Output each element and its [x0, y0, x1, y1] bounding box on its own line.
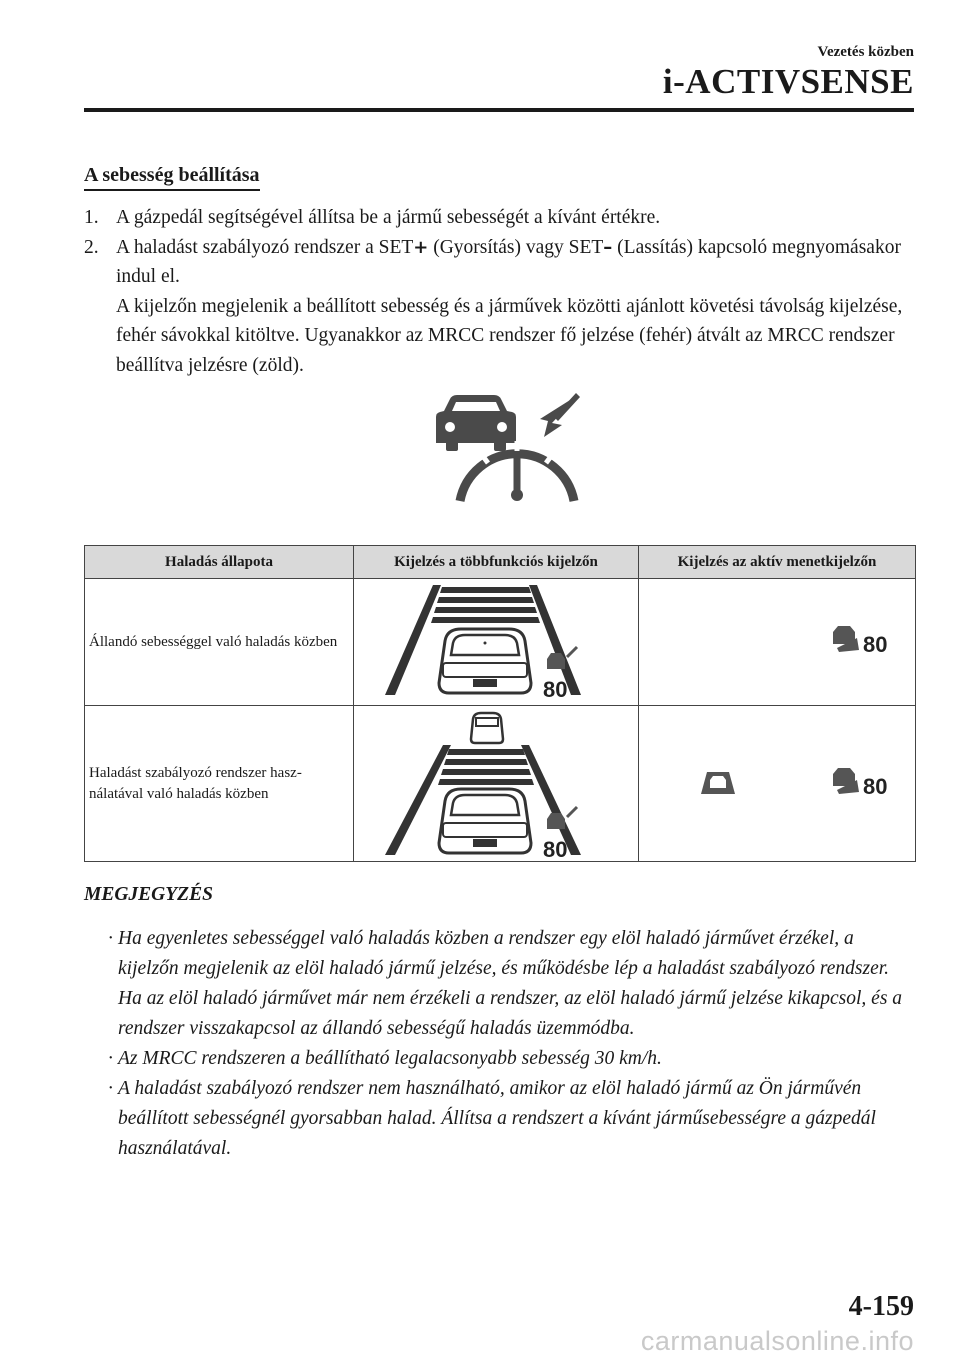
- note-text: Ha egyenletes sebességgel való haladás közben a rendszer egy elöl haladó járművet érzékel, a kijelzőn megjelenik az elöl haladó jármű jelzése, és működésbe lép a haladást szabályozó rendszer. Ha az elöl haladó járművet már nem érzékeli a rendszer, az elöl haladó jármű jelzése kikapcsol, és a rendszer visszakapcsol az állandó sebességű haladás üzemmódba.: [118, 928, 903, 1039]
- step-text: [116, 233, 914, 292]
- mrcc-indicator-icon: [833, 768, 859, 794]
- plus-symbol: +: [413, 236, 429, 258]
- note-title: MEGJEGYZÉS: [84, 884, 213, 905]
- state-cell: Haladást szabályozó rendszer hasz-nálatával való haladás közben: [85, 706, 354, 862]
- step-item: [84, 203, 914, 233]
- multi-display-cruise-graphic: [381, 583, 611, 701]
- column-header: Kijelzés az aktív menetkijelzőn: [639, 546, 916, 579]
- step-text-part: A haladást szabályozó rendszer a SET: [116, 236, 414, 258]
- bullet-icon: ·: [107, 1078, 114, 1099]
- multi-display-cell: [354, 579, 639, 706]
- step-text-part: (Lassítás) kapcsoló megnyomásakor indul el.: [116, 236, 901, 287]
- watermark: carmanualsonline.info: [640, 1326, 914, 1356]
- step-text: A kijelzőn megjelenik a beállított sebesség és a járművek közötti ajánlott követési távolság kijelzése, fehér sávokkal kitöltve. Ugyanakkor az MRCC rendszer fő jelzése (fehér) átvált az MRCC rendszer beállítva jelzésre (zöld).: [116, 295, 903, 376]
- active-display-cruise-graphic: [657, 622, 897, 662]
- bullet-icon: ·: [107, 1048, 114, 1069]
- minus-symbol: –: [603, 236, 613, 258]
- own-car-icon: [439, 629, 531, 693]
- chapter-label: Vezetés közben: [817, 44, 914, 60]
- own-car-icon: [439, 789, 531, 853]
- section-heading: A sebesség beállítása: [84, 163, 260, 191]
- note-text: A haladást szabályozó rendszer nem használható, amikor az elöl haladó jármű az Ön járművén beállított sebességnél gyorsabban halad. Állítsa a rendszert a kívánt járműsebességre a gázpedál használatával.: [118, 1078, 876, 1159]
- active-display-follow-graphic: [657, 764, 897, 804]
- status-table: [84, 545, 916, 862]
- step-number: 2.: [84, 236, 99, 258]
- state-cell: Állandó sebességgel való haladás közben: [85, 579, 354, 706]
- lead-vehicle-icon: [701, 772, 735, 794]
- lead-car-icon: [471, 713, 503, 743]
- mrcc-set-indicator-icon: [430, 393, 580, 505]
- table-row: [85, 579, 916, 706]
- header-divider: [84, 108, 914, 112]
- page-section-title: i-ACTIVSENSE: [662, 62, 914, 101]
- table-row: [85, 706, 916, 862]
- note-item: [84, 924, 914, 1044]
- active-display-cell: [639, 706, 916, 862]
- speed-readout: 80: [863, 632, 888, 657]
- column-header: Haladás állapota: [85, 546, 354, 579]
- speed-readout: 80: [543, 836, 568, 859]
- steps-list: [84, 203, 914, 380]
- multi-display-follow-graphic: [381, 709, 611, 859]
- mrcc-indicator-icon: [833, 626, 859, 652]
- step-text: A gázpedál segítségével állítsa be a jármű sebességét a kívánt értékre.: [116, 207, 661, 228]
- page-number: 4-159: [848, 1291, 914, 1322]
- note-item: [84, 1074, 914, 1164]
- column-header: Kijelzés a többfunkciós kijelzőn: [354, 546, 639, 579]
- bullet-icon: ·: [107, 928, 114, 949]
- step-text-part: (Gyorsítás) vagy SET: [428, 236, 604, 258]
- multi-display-cell: [354, 706, 639, 862]
- speed-readout: 80: [543, 677, 568, 701]
- note-item: [84, 1044, 914, 1074]
- notes-list: [84, 924, 914, 1164]
- active-display-cell: [639, 579, 916, 706]
- note-text: Az MRCC rendszeren a beállítható legalacsonyabb sebesség 30 km/h.: [118, 1048, 662, 1069]
- step-number: 1.: [84, 207, 99, 228]
- step-item: [84, 233, 914, 381]
- speed-readout: 80: [863, 773, 888, 799]
